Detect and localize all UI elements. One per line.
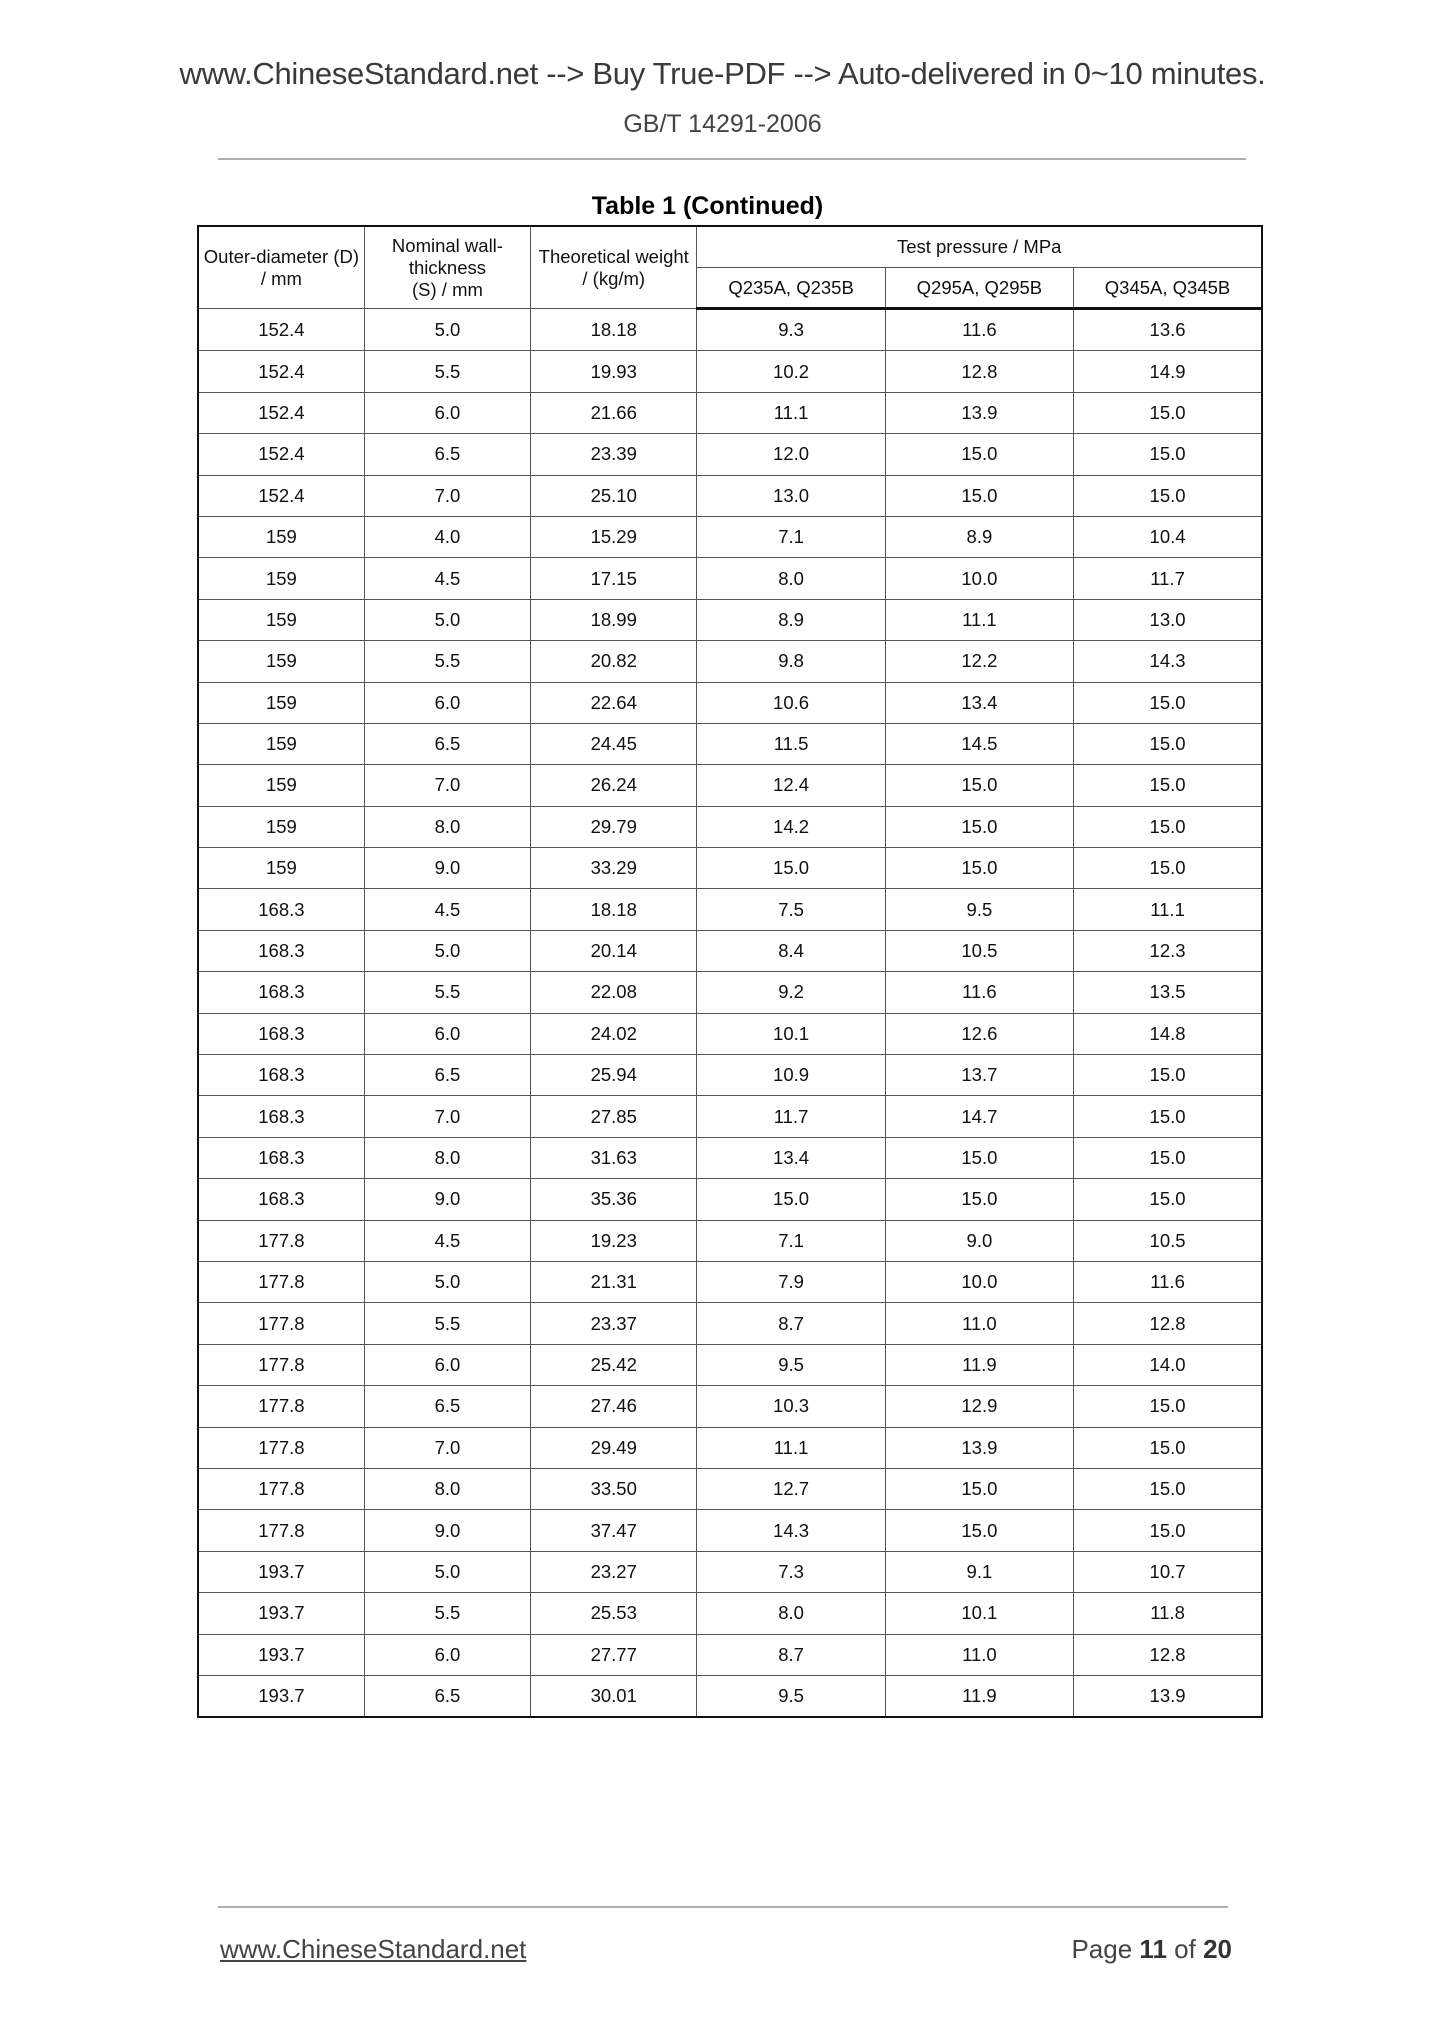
table-row bbox=[198, 806, 1262, 847]
wall-thickness-cell: 5.5 bbox=[364, 641, 530, 682]
pressure-q235-cell: 9.8 bbox=[697, 641, 885, 682]
pressure-q235-cell: 11.7 bbox=[697, 1096, 885, 1137]
pressure-q295-cell: 14.7 bbox=[885, 1096, 1073, 1137]
pressure-q345-cell: 11.1 bbox=[1074, 889, 1262, 930]
page-total: 20 bbox=[1203, 1934, 1232, 1964]
pressure-q345-cell: 15.0 bbox=[1074, 1055, 1262, 1096]
outer-diameter-cell: 193.7 bbox=[198, 1675, 364, 1717]
wall-thickness-cell: 6.5 bbox=[364, 723, 530, 764]
outer-diameter-cell: 159 bbox=[198, 641, 364, 682]
pressure-q295-cell: 15.0 bbox=[885, 1510, 1073, 1551]
pressure-q295-cell: 9.5 bbox=[885, 889, 1073, 930]
pressure-q235-cell: 7.1 bbox=[697, 516, 885, 557]
wall-thickness-cell: 5.5 bbox=[364, 351, 530, 392]
pressure-q235-cell: 12.7 bbox=[697, 1468, 885, 1509]
table-row bbox=[198, 1303, 1262, 1344]
pressure-q295-cell: 10.5 bbox=[885, 930, 1073, 971]
table-row bbox=[198, 599, 1262, 640]
wall-thickness-cell: 7.0 bbox=[364, 1427, 530, 1468]
weight-cell: 37.47 bbox=[531, 1510, 697, 1551]
outer-diameter-cell: 159 bbox=[198, 558, 364, 599]
table-row bbox=[198, 558, 1262, 599]
wall-thickness-cell: 6.5 bbox=[364, 434, 530, 475]
outer-diameter-cell: 159 bbox=[198, 848, 364, 889]
weight-cell: 23.37 bbox=[531, 1303, 697, 1344]
wall-thickness-cell: 4.0 bbox=[364, 516, 530, 557]
pressure-q235-cell: 15.0 bbox=[697, 848, 885, 889]
table-row bbox=[198, 972, 1262, 1013]
page-current: 11 bbox=[1139, 1934, 1167, 1964]
weight-cell: 29.79 bbox=[531, 806, 697, 847]
pressure-q235-cell: 9.5 bbox=[697, 1344, 885, 1385]
weight-cell: 21.31 bbox=[531, 1261, 697, 1302]
pressure-q235-cell: 14.2 bbox=[697, 806, 885, 847]
pressure-q235-cell: 8.0 bbox=[697, 1593, 885, 1634]
pressure-q295-cell: 11.0 bbox=[885, 1303, 1073, 1344]
weight-cell: 33.50 bbox=[531, 1468, 697, 1509]
table-row bbox=[198, 1137, 1262, 1178]
weight-cell: 22.64 bbox=[531, 682, 697, 723]
outer-diameter-cell: 168.3 bbox=[198, 1013, 364, 1054]
outer-diameter-cell: 168.3 bbox=[198, 1055, 364, 1096]
pressure-q235-cell: 7.5 bbox=[697, 889, 885, 930]
pressure-q345-cell: 12.8 bbox=[1074, 1303, 1262, 1344]
wall-thickness-cell: 6.5 bbox=[364, 1675, 530, 1717]
wall-thickness-cell: 8.0 bbox=[364, 1468, 530, 1509]
table-row bbox=[198, 309, 1262, 351]
weight-cell: 30.01 bbox=[531, 1675, 697, 1717]
pressure-q235-cell: 8.7 bbox=[697, 1634, 885, 1675]
pressure-q295-cell: 15.0 bbox=[885, 434, 1073, 475]
table-row bbox=[198, 848, 1262, 889]
pressure-q295-cell: 12.9 bbox=[885, 1386, 1073, 1427]
pressure-q295-cell: 11.9 bbox=[885, 1344, 1073, 1385]
pressure-q345-cell: 12.3 bbox=[1074, 930, 1262, 971]
wall-thickness-cell: 5.5 bbox=[364, 1593, 530, 1634]
pressure-q345-cell: 15.0 bbox=[1074, 806, 1262, 847]
weight-cell: 25.94 bbox=[531, 1055, 697, 1096]
pressure-q235-cell: 10.1 bbox=[697, 1013, 885, 1054]
pressure-q295-cell: 8.9 bbox=[885, 516, 1073, 557]
weight-cell: 27.77 bbox=[531, 1634, 697, 1675]
outer-diameter-cell: 152.4 bbox=[198, 475, 364, 516]
pressure-q295-cell: 15.0 bbox=[885, 806, 1073, 847]
outer-diameter-cell: 193.7 bbox=[198, 1593, 364, 1634]
pressure-q295-cell: 9.1 bbox=[885, 1551, 1073, 1592]
table-container bbox=[197, 225, 1263, 1718]
pressure-q295-cell: 13.7 bbox=[885, 1055, 1073, 1096]
pressure-q235-cell: 9.3 bbox=[697, 309, 885, 351]
outer-diameter-cell: 177.8 bbox=[198, 1220, 364, 1261]
table-row bbox=[198, 1593, 1262, 1634]
pressure-q235-cell: 10.9 bbox=[697, 1055, 885, 1096]
wall-label-line1: Nominal wall- bbox=[391, 234, 503, 256]
pressure-q295-cell: 12.6 bbox=[885, 1013, 1073, 1054]
pressure-q345-cell: 15.0 bbox=[1074, 1468, 1262, 1509]
pressure-q345-cell: 15.0 bbox=[1074, 1386, 1262, 1427]
weight-cell: 27.46 bbox=[531, 1386, 697, 1427]
table-row bbox=[198, 1261, 1262, 1302]
outer-diameter-cell: 177.8 bbox=[198, 1386, 364, 1427]
wall-thickness-cell: 5.0 bbox=[364, 1261, 530, 1302]
od-label-line2: / mm bbox=[260, 267, 302, 289]
outer-diameter-cell: 177.8 bbox=[198, 1344, 364, 1385]
table-row bbox=[198, 1510, 1262, 1551]
pressure-q295-cell: 15.0 bbox=[885, 1179, 1073, 1220]
pressure-q295-cell: 12.8 bbox=[885, 351, 1073, 392]
weight-cell: 18.18 bbox=[531, 889, 697, 930]
table-row bbox=[198, 930, 1262, 971]
col-header-test-pressure: Test pressure / MPa bbox=[697, 226, 1262, 268]
outer-diameter-cell: 177.8 bbox=[198, 1468, 364, 1509]
pressure-q345-cell: 10.5 bbox=[1074, 1220, 1262, 1261]
wall-thickness-cell: 7.0 bbox=[364, 1096, 530, 1137]
table-row bbox=[198, 682, 1262, 723]
pressure-q295-cell: 12.2 bbox=[885, 641, 1073, 682]
outer-diameter-cell: 152.4 bbox=[198, 351, 364, 392]
table-row bbox=[198, 765, 1262, 806]
pressure-q295-cell: 14.5 bbox=[885, 723, 1073, 764]
weight-cell: 25.42 bbox=[531, 1344, 697, 1385]
pressure-q345-cell: 14.3 bbox=[1074, 641, 1262, 682]
pressure-q345-cell: 12.8 bbox=[1074, 1634, 1262, 1675]
pressure-q235-cell: 11.1 bbox=[697, 1427, 885, 1468]
weight-cell: 19.93 bbox=[531, 351, 697, 392]
table-row bbox=[198, 1675, 1262, 1717]
outer-diameter-cell: 159 bbox=[198, 599, 364, 640]
pressure-q345-cell: 15.0 bbox=[1074, 475, 1262, 516]
col-header-grade-q235: Q235A, Q235B bbox=[697, 268, 885, 309]
weight-label-line1: Theoretical weight bbox=[538, 245, 689, 267]
pressure-q295-cell: 10.0 bbox=[885, 558, 1073, 599]
weight-cell: 25.53 bbox=[531, 1593, 697, 1634]
outer-diameter-cell: 177.8 bbox=[198, 1303, 364, 1344]
outer-diameter-cell: 159 bbox=[198, 682, 364, 723]
pressure-q295-cell: 13.4 bbox=[885, 682, 1073, 723]
wall-thickness-cell: 8.0 bbox=[364, 806, 530, 847]
wall-thickness-cell: 7.0 bbox=[364, 475, 530, 516]
pressure-q235-cell: 13.4 bbox=[697, 1137, 885, 1178]
table-row bbox=[198, 1386, 1262, 1427]
pipe-specification-table bbox=[197, 225, 1263, 1718]
wall-thickness-cell: 4.5 bbox=[364, 889, 530, 930]
table-title: Table 1 (Continued) bbox=[591, 192, 824, 220]
outer-diameter-cell: 168.3 bbox=[198, 1096, 364, 1137]
pressure-q295-cell: 11.0 bbox=[885, 1634, 1073, 1675]
weight-cell: 24.02 bbox=[531, 1013, 697, 1054]
table-row bbox=[198, 1055, 1262, 1096]
pressure-q345-cell: 14.0 bbox=[1074, 1344, 1262, 1385]
table-row bbox=[198, 723, 1262, 764]
pressure-q235-cell: 10.3 bbox=[697, 1386, 885, 1427]
outer-diameter-cell: 159 bbox=[198, 723, 364, 764]
outer-diameter-cell: 159 bbox=[198, 806, 364, 847]
pressure-q235-cell: 10.2 bbox=[697, 351, 885, 392]
outer-diameter-cell: 177.8 bbox=[198, 1261, 364, 1302]
table-row bbox=[198, 641, 1262, 682]
pressure-q295-cell: 15.0 bbox=[885, 475, 1073, 516]
wall-thickness-cell: 5.0 bbox=[364, 309, 530, 351]
outer-diameter-cell: 177.8 bbox=[198, 1427, 364, 1468]
pressure-q345-cell: 13.0 bbox=[1074, 599, 1262, 640]
wall-thickness-cell: 6.0 bbox=[364, 392, 530, 433]
table-row bbox=[198, 351, 1262, 392]
outer-diameter-cell: 168.3 bbox=[198, 889, 364, 930]
pressure-q235-cell: 7.1 bbox=[697, 1220, 885, 1261]
pressure-q295-cell: 9.0 bbox=[885, 1220, 1073, 1261]
od-label-line1: Outer-diameter (D) bbox=[203, 245, 360, 267]
weight-cell: 23.27 bbox=[531, 1551, 697, 1592]
weight-cell: 18.99 bbox=[531, 599, 697, 640]
pressure-q235-cell: 10.6 bbox=[697, 682, 885, 723]
wall-label-line3: (S) / mm bbox=[411, 278, 483, 300]
table-row bbox=[198, 1096, 1262, 1137]
pressure-q345-cell: 15.0 bbox=[1074, 1179, 1262, 1220]
table-row bbox=[198, 1634, 1262, 1675]
pressure-q345-cell: 11.8 bbox=[1074, 1593, 1262, 1634]
standard-code: GB/T 14291-2006 bbox=[623, 110, 822, 138]
weight-cell: 35.36 bbox=[531, 1179, 697, 1220]
table-row bbox=[198, 1220, 1262, 1261]
pressure-q235-cell: 13.0 bbox=[697, 475, 885, 516]
weight-cell: 23.39 bbox=[531, 434, 697, 475]
wall-thickness-cell: 4.5 bbox=[364, 558, 530, 599]
pressure-q345-cell: 11.6 bbox=[1074, 1261, 1262, 1302]
pressure-q295-cell: 10.1 bbox=[885, 1593, 1073, 1634]
weight-cell: 18.18 bbox=[531, 309, 697, 351]
pressure-q345-cell: 15.0 bbox=[1074, 392, 1262, 433]
outer-diameter-cell: 193.7 bbox=[198, 1634, 364, 1675]
pressure-q345-cell: 14.9 bbox=[1074, 351, 1262, 392]
wall-thickness-cell: 6.0 bbox=[364, 1013, 530, 1054]
wall-thickness-cell: 9.0 bbox=[364, 1179, 530, 1220]
col-header-outer-diameter bbox=[198, 226, 364, 309]
weight-cell: 24.45 bbox=[531, 723, 697, 764]
wall-thickness-cell: 5.5 bbox=[364, 972, 530, 1013]
weight-cell: 33.29 bbox=[531, 848, 697, 889]
pressure-q295-cell: 10.0 bbox=[885, 1261, 1073, 1302]
footer-divider bbox=[218, 1906, 1228, 1908]
weight-cell: 19.23 bbox=[531, 1220, 697, 1261]
wall-thickness-cell: 6.0 bbox=[364, 682, 530, 723]
pressure-q235-cell: 8.7 bbox=[697, 1303, 885, 1344]
pressure-q345-cell: 14.8 bbox=[1074, 1013, 1262, 1054]
pressure-q345-cell: 13.9 bbox=[1074, 1675, 1262, 1717]
table-row bbox=[198, 1013, 1262, 1054]
col-header-grade-q345: Q345A, Q345B bbox=[1074, 268, 1262, 309]
pressure-q235-cell: 7.9 bbox=[697, 1261, 885, 1302]
pressure-q345-cell: 15.0 bbox=[1074, 1427, 1262, 1468]
weight-cell: 17.15 bbox=[531, 558, 697, 599]
pressure-q345-cell: 15.0 bbox=[1074, 1137, 1262, 1178]
weight-cell: 20.82 bbox=[531, 641, 697, 682]
wall-thickness-cell: 6.5 bbox=[364, 1055, 530, 1096]
weight-cell: 31.63 bbox=[531, 1137, 697, 1178]
outer-diameter-cell: 168.3 bbox=[198, 972, 364, 1013]
weight-cell: 25.10 bbox=[531, 475, 697, 516]
pressure-q345-cell: 15.0 bbox=[1074, 1510, 1262, 1551]
pressure-q345-cell: 15.0 bbox=[1074, 848, 1262, 889]
col-header-wall-thickness bbox=[364, 226, 530, 309]
outer-diameter-cell: 159 bbox=[198, 765, 364, 806]
wall-thickness-cell: 6.5 bbox=[364, 1386, 530, 1427]
weight-cell: 26.24 bbox=[531, 765, 697, 806]
weight-label-line2: / (kg/m) bbox=[582, 267, 646, 289]
outer-diameter-cell: 168.3 bbox=[198, 1137, 364, 1178]
weight-cell: 22.08 bbox=[531, 972, 697, 1013]
pressure-q295-cell: 11.1 bbox=[885, 599, 1073, 640]
pressure-q345-cell: 13.6 bbox=[1074, 309, 1262, 351]
pressure-q345-cell: 15.0 bbox=[1074, 765, 1262, 806]
weight-cell: 29.49 bbox=[531, 1427, 697, 1468]
page-indicator bbox=[1071, 1934, 1232, 1965]
pressure-q235-cell: 11.1 bbox=[697, 392, 885, 433]
pressure-q295-cell: 11.9 bbox=[885, 1675, 1073, 1717]
wall-thickness-cell: 8.0 bbox=[364, 1137, 530, 1178]
pressure-q295-cell: 13.9 bbox=[885, 1427, 1073, 1468]
weight-cell: 27.85 bbox=[531, 1096, 697, 1137]
table-row bbox=[198, 1551, 1262, 1592]
wall-thickness-cell: 5.0 bbox=[364, 1551, 530, 1592]
wall-thickness-cell: 6.0 bbox=[364, 1634, 530, 1675]
pressure-q295-cell: 15.0 bbox=[885, 1137, 1073, 1178]
outer-diameter-cell: 159 bbox=[198, 516, 364, 557]
weight-cell: 21.66 bbox=[531, 392, 697, 433]
weight-cell: 20.14 bbox=[531, 930, 697, 971]
table-row bbox=[198, 392, 1262, 433]
pressure-q345-cell: 15.0 bbox=[1074, 723, 1262, 764]
pressure-q295-cell: 15.0 bbox=[885, 765, 1073, 806]
pressure-q235-cell: 8.0 bbox=[697, 558, 885, 599]
pressure-q295-cell: 13.9 bbox=[885, 392, 1073, 433]
outer-diameter-cell: 168.3 bbox=[198, 930, 364, 971]
table-row bbox=[198, 1179, 1262, 1220]
outer-diameter-cell: 152.4 bbox=[198, 309, 364, 351]
table-row bbox=[198, 434, 1262, 475]
wall-thickness-cell: 9.0 bbox=[364, 848, 530, 889]
pressure-q345-cell: 15.0 bbox=[1074, 1096, 1262, 1137]
wall-label-line2: thickness bbox=[408, 256, 486, 278]
pressure-q345-cell: 10.4 bbox=[1074, 516, 1262, 557]
pressure-q235-cell: 9.2 bbox=[697, 972, 885, 1013]
outer-diameter-cell: 152.4 bbox=[198, 434, 364, 475]
wall-thickness-cell: 4.5 bbox=[364, 1220, 530, 1261]
pressure-q295-cell: 11.6 bbox=[885, 309, 1073, 351]
outer-diameter-cell: 168.3 bbox=[198, 1179, 364, 1220]
pressure-q345-cell: 11.7 bbox=[1074, 558, 1262, 599]
pressure-q235-cell: 8.4 bbox=[697, 930, 885, 971]
outer-diameter-cell: 152.4 bbox=[198, 392, 364, 433]
table-row bbox=[198, 516, 1262, 557]
pressure-q235-cell: 7.3 bbox=[697, 1551, 885, 1592]
outer-diameter-cell: 193.7 bbox=[198, 1551, 364, 1592]
table-row bbox=[198, 1344, 1262, 1385]
pressure-q295-cell: 11.6 bbox=[885, 972, 1073, 1013]
pressure-q345-cell: 10.7 bbox=[1074, 1551, 1262, 1592]
pressure-q345-cell: 15.0 bbox=[1074, 434, 1262, 475]
page-prefix: Page bbox=[1071, 1934, 1133, 1964]
wall-thickness-cell: 7.0 bbox=[364, 765, 530, 806]
pressure-q235-cell: 15.0 bbox=[697, 1179, 885, 1220]
outer-diameter-cell: 177.8 bbox=[198, 1510, 364, 1551]
wall-thickness-cell: 9.0 bbox=[364, 1510, 530, 1551]
table-row bbox=[198, 889, 1262, 930]
table-body bbox=[198, 309, 1262, 1718]
pressure-q235-cell: 14.3 bbox=[697, 1510, 885, 1551]
header-divider bbox=[218, 158, 1246, 160]
header-banner: www.ChineseStandard.net --> Buy True-PDF --> Auto-delivered in 0~10 minutes. bbox=[179, 56, 1266, 91]
table-row bbox=[198, 1427, 1262, 1468]
pressure-q295-cell: 15.0 bbox=[885, 848, 1073, 889]
table-row bbox=[198, 475, 1262, 516]
pressure-q345-cell: 15.0 bbox=[1074, 682, 1262, 723]
wall-thickness-cell: 5.0 bbox=[364, 599, 530, 640]
col-header-grade-q295: Q295A, Q295B bbox=[885, 268, 1073, 309]
pressure-q235-cell: 11.5 bbox=[697, 723, 885, 764]
pressure-q235-cell: 12.0 bbox=[697, 434, 885, 475]
pressure-q235-cell: 8.9 bbox=[697, 599, 885, 640]
col-header-theoretical-weight bbox=[531, 226, 697, 309]
page-of: of bbox=[1174, 1934, 1196, 1964]
wall-thickness-cell: 5.5 bbox=[364, 1303, 530, 1344]
pressure-q235-cell: 12.4 bbox=[697, 765, 885, 806]
wall-thickness-cell: 5.0 bbox=[364, 930, 530, 971]
pressure-q235-cell: 9.5 bbox=[697, 1675, 885, 1717]
pressure-q295-cell: 15.0 bbox=[885, 1468, 1073, 1509]
table-row bbox=[198, 1468, 1262, 1509]
wall-thickness-cell: 6.0 bbox=[364, 1344, 530, 1385]
pressure-q345-cell: 13.5 bbox=[1074, 972, 1262, 1013]
weight-cell: 15.29 bbox=[531, 516, 697, 557]
footer-site-link[interactable]: www.ChineseStandard.net bbox=[220, 1934, 527, 1964]
